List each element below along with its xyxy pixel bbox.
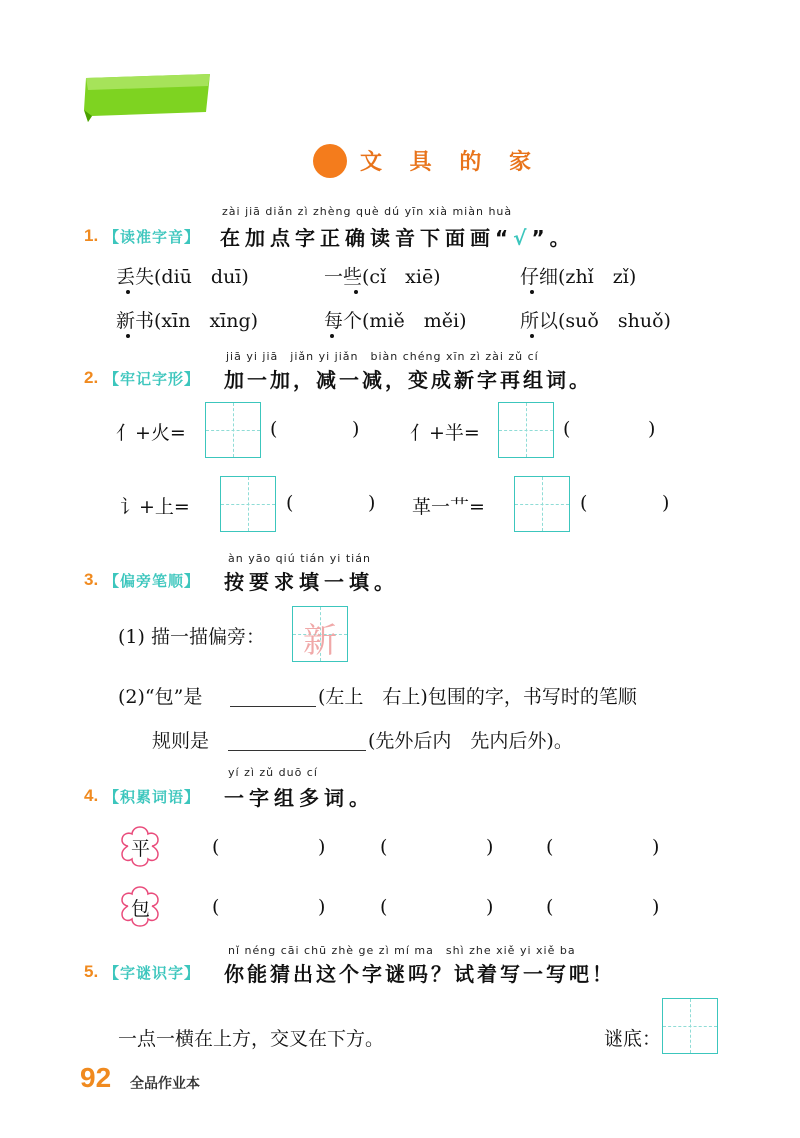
q3-tag: 【偏旁笔顺】 bbox=[104, 572, 201, 590]
paren-open: ( bbox=[380, 896, 388, 918]
paren-open: ( bbox=[546, 836, 554, 858]
q1-word: 一些 bbox=[324, 266, 363, 288]
page-number: 92 bbox=[80, 1062, 112, 1093]
q1-word: 所以 bbox=[520, 310, 559, 332]
paren-open: ( bbox=[546, 896, 554, 918]
paren-open: ( bbox=[212, 896, 220, 918]
q1-word: 丢失 bbox=[116, 266, 155, 288]
q5-number: 5. bbox=[84, 962, 99, 981]
emphasis-dot bbox=[126, 334, 130, 338]
q1-options[interactable]: (cǐ xiē) bbox=[362, 266, 441, 288]
q1-item bbox=[324, 306, 467, 333]
q1-instruction bbox=[220, 222, 575, 251]
q1-word: 每个 bbox=[324, 310, 363, 332]
paren-close: ) bbox=[318, 836, 326, 858]
paren-close: ) bbox=[486, 896, 494, 918]
check-mark-icon: √ bbox=[513, 226, 532, 250]
paren-open: ( bbox=[563, 418, 571, 440]
writing-grid[interactable] bbox=[498, 402, 554, 458]
q1-word: 仔细 bbox=[520, 266, 559, 288]
q4-tag: 【积累词语】 bbox=[104, 788, 201, 806]
paren-close: ) bbox=[648, 418, 656, 440]
q1-options[interactable]: (zhǐ zǐ) bbox=[558, 266, 637, 288]
writing-grid[interactable] bbox=[220, 476, 276, 532]
answer-label: 谜底： bbox=[604, 1028, 662, 1050]
q2-number: 2. bbox=[84, 368, 99, 387]
q2-pinyin: jiā yi jiā jiǎn yi jiǎn biàn chéng xīn zì zài zǔ cí bbox=[226, 350, 539, 363]
q1-text: 在加点字正确读音下面画“ bbox=[220, 226, 514, 250]
q3-part2-c: 规则是 bbox=[152, 730, 210, 752]
q3-part2-b: (左上 右上)包围的字，书写时的笔顺 bbox=[318, 686, 637, 708]
q2-tag: 【牢记字形】 bbox=[104, 370, 201, 388]
riddle-text: 一点一横在上方，交叉在下方。 bbox=[118, 1028, 385, 1050]
paren-open: ( bbox=[580, 492, 588, 514]
section-banner bbox=[82, 72, 214, 122]
q4-char: 包 bbox=[131, 898, 151, 920]
q2-expression: 讠+上= bbox=[120, 496, 190, 518]
writing-grid[interactable] bbox=[514, 476, 570, 532]
q1-tag: 【读准字音】 bbox=[104, 228, 201, 246]
q3-part1: (1) 描一描偏旁： bbox=[118, 626, 265, 648]
paren-close: ) bbox=[318, 896, 326, 918]
answer-blank[interactable] bbox=[230, 706, 316, 707]
q1-item bbox=[116, 306, 258, 333]
q5-instruction: 你能猜出这个字谜吗？试着写一写吧！ bbox=[224, 962, 615, 986]
q3-pinyin: àn yāo qiú tián yi tián bbox=[228, 552, 371, 565]
paren-close: ) bbox=[662, 492, 670, 514]
q1-options[interactable]: (diū duī) bbox=[154, 266, 249, 288]
writing-grid[interactable] bbox=[662, 998, 718, 1054]
emphasis-dot bbox=[126, 290, 130, 294]
q1-number: 1. bbox=[84, 226, 99, 245]
paren-close: ) bbox=[368, 492, 376, 514]
answer-blank[interactable] bbox=[228, 750, 366, 751]
q1-pinyin: zài jiā diǎn zì zhèng què dú yīn xià miàn huà bbox=[222, 205, 513, 218]
paren-close: ) bbox=[652, 896, 660, 918]
writing-grid[interactable] bbox=[205, 402, 261, 458]
title-dot-icon bbox=[313, 144, 347, 178]
q3-part2-a: (2)“包”是 bbox=[118, 686, 203, 708]
paren-close: ) bbox=[652, 836, 660, 858]
q1-item bbox=[520, 306, 671, 333]
book-title: 全品作业本 bbox=[130, 1076, 200, 1092]
q4-pinyin: yí zì zǔ duō cí bbox=[228, 766, 318, 779]
q2-expression: 亻+火= bbox=[116, 422, 186, 444]
paren-open: ( bbox=[286, 492, 294, 514]
q2-expression: 革一艹= bbox=[412, 496, 485, 518]
q4-char: 平 bbox=[131, 838, 151, 860]
emphasis-dot bbox=[330, 334, 334, 338]
q5-pinyin: nǐ néng cāi chū zhè ge zì mí ma shì zhe xiě yi xiě ba bbox=[228, 944, 576, 957]
q1-word: 新书 bbox=[116, 310, 155, 332]
q1-options[interactable]: (suǒ shuǒ) bbox=[558, 310, 671, 332]
page-title: 文 具 的 家 bbox=[360, 150, 541, 175]
paren-open: ( bbox=[270, 418, 278, 440]
emphasis-dot bbox=[530, 334, 534, 338]
paren-close: ) bbox=[352, 418, 360, 440]
q3-instruction: 按要求填一填。 bbox=[224, 570, 399, 594]
q1-options[interactable]: (miě měi) bbox=[362, 310, 467, 332]
q4-instruction: 一字组多词。 bbox=[224, 786, 374, 810]
q3-number: 3. bbox=[84, 570, 99, 589]
q5-tag: 【字谜识字】 bbox=[104, 964, 201, 982]
paren-open: ( bbox=[212, 836, 220, 858]
q1-item bbox=[324, 262, 441, 289]
trace-grid[interactable] bbox=[292, 606, 348, 662]
trace-character: 新 bbox=[303, 621, 337, 661]
q4-number: 4. bbox=[84, 786, 99, 805]
q1-text-end: ”。 bbox=[531, 226, 575, 250]
q1-item bbox=[520, 262, 636, 289]
q2-instruction: 加一加，减一减，变成新字再组词。 bbox=[224, 368, 592, 392]
q2-expression: 亻+半= bbox=[410, 422, 480, 444]
q3-part2-d: (先外后内 先内后外)。 bbox=[368, 730, 573, 752]
paren-open: ( bbox=[380, 836, 388, 858]
paren-close: ) bbox=[486, 836, 494, 858]
emphasis-dot bbox=[354, 290, 358, 294]
emphasis-dot bbox=[530, 290, 534, 294]
q1-options[interactable]: (xīn xīng) bbox=[154, 310, 259, 332]
q1-item bbox=[116, 262, 249, 289]
